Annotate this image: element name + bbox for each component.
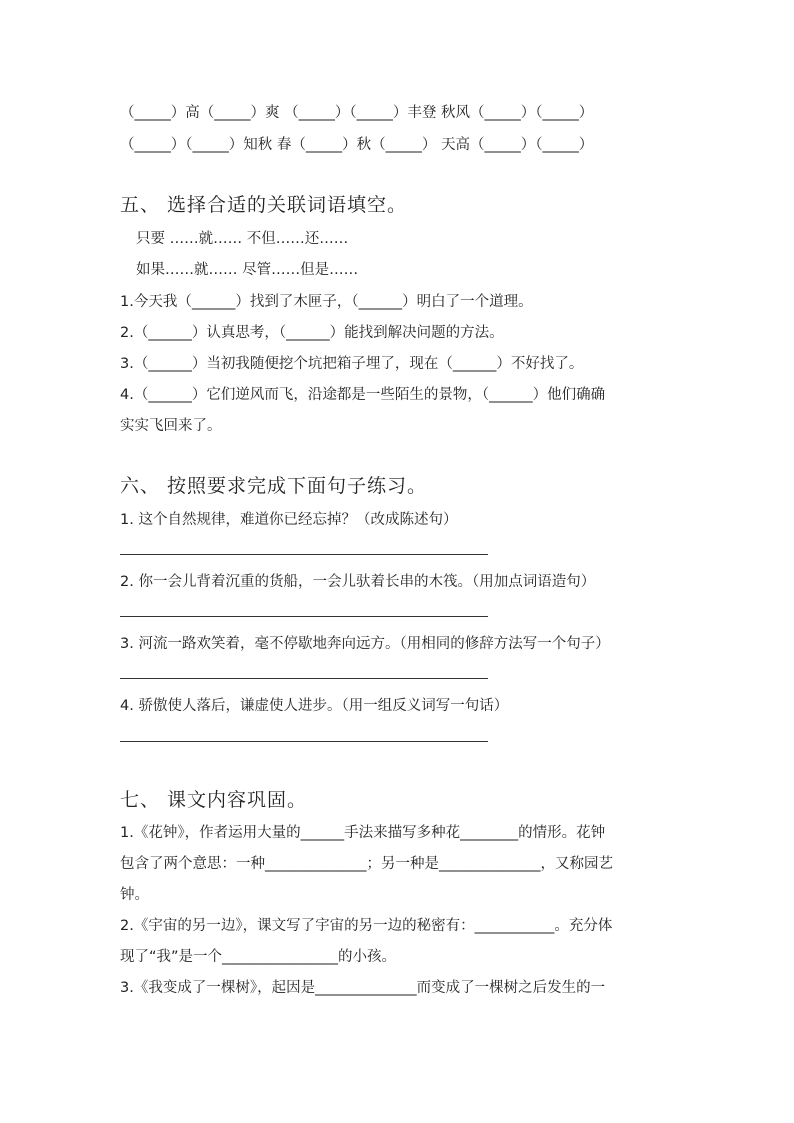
section-7-question-3-line-1: 3.《我变成了一棵树》，起因是______________而变成了一棵树之后发生的一 — [120, 980, 606, 996]
answer-line-3[interactable] — [120, 678, 488, 679]
section-6-question-1: 1. 这个自然规律，难道你已经忘掉？（改成陈述句） — [120, 512, 458, 528]
conjunction-options-row-1: 只要 ……就…… 不但……还…… — [136, 231, 349, 247]
idiom-row-2: （_____）（_____）知秋 春（_____）秋（_____） 天高（_____）（_____） — [120, 137, 594, 153]
section-5-question-4-line-1: 4.（______）它们逆风而飞，沿途都是一些陌生的景物，（______）他们确确 — [120, 387, 606, 403]
section-7-question-2-line-1: 2.《宇宙的另一边》，课文写了宇宙的另一边的秘密有：___________。充分体 — [120, 918, 613, 934]
section-5-question-1: 1.今天我（______）找到了木匣子，（______）明白了一个道理。 — [120, 294, 533, 310]
section-6-title: 六、 按照要求完成下面句子练习。 — [120, 475, 428, 497]
section-7-question-1-line-2: 包含了两个意思：一种______________；另一种是______________，又称园艺 — [120, 856, 613, 872]
answer-line-2[interactable] — [120, 616, 488, 617]
answer-line-1[interactable] — [120, 554, 488, 555]
answer-line-4[interactable] — [120, 741, 488, 742]
conjunction-options-row-2: 如果……就…… 尽管……但是…… — [136, 262, 359, 278]
section-7-title: 七、 课文内容巩固。 — [120, 789, 308, 811]
section-6-question-4: 4. 骄傲使人落后，谦虚使人进步。（用一组反义词写一句话） — [120, 698, 509, 714]
section-5-question-3: 3.（______）当初我随便挖个坑把箱子埋了，现在（______）不好找了。 — [120, 356, 584, 372]
section-7-question-2-line-2: 现了“我”是一个________________的小孩。 — [120, 949, 397, 965]
idiom-row-1: （_____）高（_____）爽 （_____）（_____）丰登 秋风（_____）（_____） — [120, 105, 594, 121]
section-5-title: 五、 选择合适的关联词语填空。 — [120, 194, 408, 216]
section-7-question-1-line-3: 钟。 — [120, 887, 149, 903]
section-6-question-2: 2. 你一会儿背着沉重的货船，一会儿驮着长串的木筏。（用加点词语造句） — [120, 574, 596, 590]
section-6-question-3: 3. 河流一路欢笑着，毫不停歇地奔向远方。（用相同的修辞方法写一个句子） — [120, 636, 610, 652]
section-5-question-4-line-2: 实实飞回来了。 — [120, 418, 222, 434]
section-7-question-1-line-1: 1.《花钟》，作者运用大量的______手法来描写多种花________的情形。花钟 — [120, 825, 606, 841]
section-5-question-2: 2.（______）认真思考，（______）能找到解决问题的方法。 — [120, 325, 504, 341]
